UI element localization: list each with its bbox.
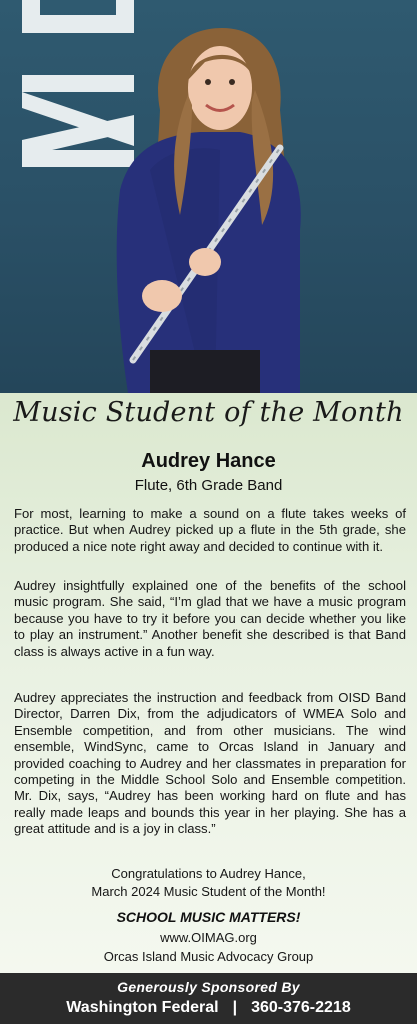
student-photo <box>0 0 417 393</box>
sponsored-by-label: Generously Sponsored By <box>117 979 300 995</box>
congrats-line-2: March 2024 Music Student of the Month! <box>91 884 326 899</box>
advocacy-group: Orcas Island Music Advocacy Group <box>103 949 314 964</box>
sponsor-footer <box>0 973 417 1024</box>
website-link[interactable]: www.OIMAG.org <box>160 930 257 945</box>
page-title: Music Student of the Month <box>13 397 404 428</box>
student-name: Audrey Hance <box>141 450 276 472</box>
paragraph-benefits: Audrey insightfully explained one of the benefits of the school music program. She said, “I’m glad that we have a music program because you have to try it before you can decide whether you like to play an instrument.” Another benefit she described is that Band class is always active in a fun way. <box>14 578 406 659</box>
sponsor-name: Washington Federal <box>66 999 219 1016</box>
wall-lettering <box>22 0 134 167</box>
congrats-line-1: Congratulations to Audrey Hance, <box>111 866 306 881</box>
photo-illustration <box>0 0 417 393</box>
sponsor-phone[interactable]: 360-376-2218 <box>251 999 351 1016</box>
tagline: SCHOOL MUSIC MATTERS! <box>116 909 301 925</box>
paragraph-intro: For most, learning to make a sound on a flute takes weeks of practice. But when Audrey picked up a flute in the 5th grade, she produced a nice note right away and decided to continue with it. <box>14 506 406 554</box>
sponsor-line <box>0 999 417 1017</box>
sponsor-separator: | <box>232 999 238 1016</box>
paragraph-instruction: Audrey appreciates the instruction and feedback from OISD Band Director, Darren Dix, from the adjudicators of WMEA Solo and Ensemble competition, and from other musicians. The wind ensemble, WindSync, came to Orcas Island in January and provided coaching to Audrey and her classmates in preparation for competing in the Middle School Solo and Ensemble competition. Mr. Dix, says, “Audrey has been working hard on flute and has really made leaps and bounds this year in her playing. She has a great attitude and is a joy in class.” <box>14 690 406 837</box>
student-instrument-grade: Flute, 6th Grade Band <box>134 477 283 494</box>
